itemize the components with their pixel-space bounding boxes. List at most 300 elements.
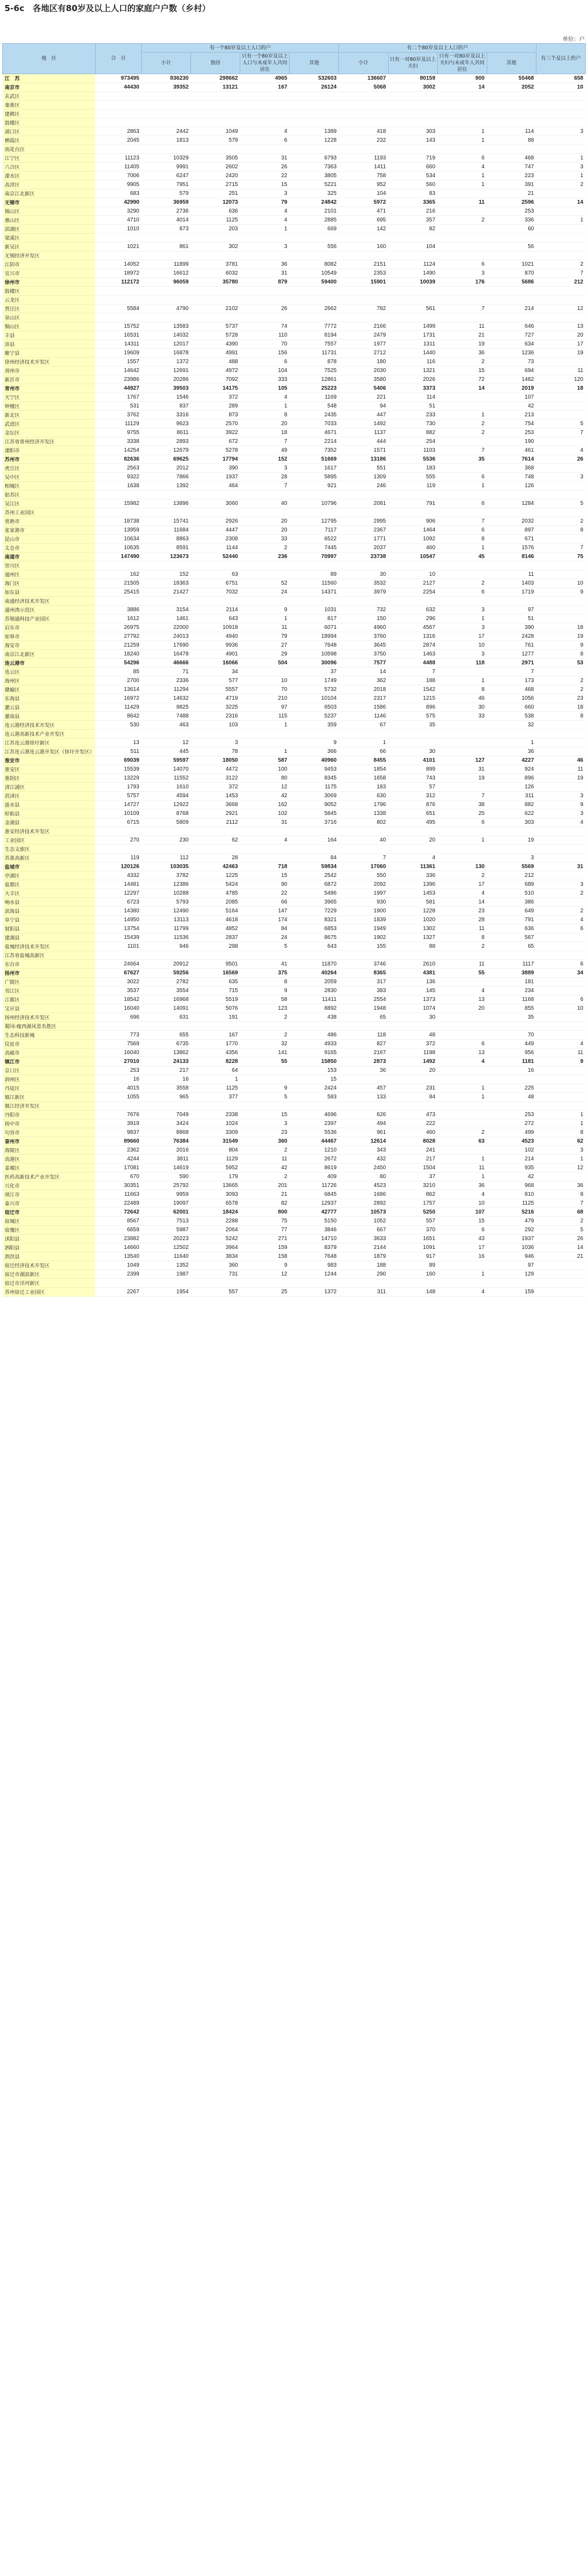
value-cell: 11 bbox=[536, 1049, 585, 1057]
value-cell: 10 bbox=[240, 677, 290, 685]
value-cell: 8 bbox=[437, 933, 487, 942]
region-cell: 医药高新技术产业开发区 bbox=[3, 1173, 96, 1181]
value-cell: 1 bbox=[437, 615, 487, 623]
region-cell: 高港区 bbox=[3, 1155, 96, 1164]
value-cell: 11 bbox=[437, 1164, 487, 1173]
value-cell bbox=[536, 1075, 585, 1084]
region-cell: 太仓市 bbox=[3, 544, 96, 553]
value-cell: 13 bbox=[536, 322, 585, 331]
value-cell: 217 bbox=[142, 1066, 191, 1075]
value-cell bbox=[437, 721, 487, 730]
table-row bbox=[3, 969, 586, 978]
value-cell: 2 bbox=[536, 907, 585, 916]
value-cell: 23738 bbox=[339, 553, 388, 561]
value-cell bbox=[142, 508, 191, 517]
value-cell: 4 bbox=[240, 836, 290, 845]
value-cell: 3373 bbox=[388, 384, 437, 393]
region-cell: 丹徒区 bbox=[3, 1084, 96, 1093]
value-cell: 11799 bbox=[142, 925, 191, 933]
value-cell: 62001 bbox=[142, 1208, 191, 1217]
value-cell bbox=[290, 827, 339, 836]
value-cell: 1987 bbox=[142, 1270, 191, 1279]
value-cell bbox=[240, 101, 290, 110]
value-cell: 1571 bbox=[339, 446, 388, 455]
value-cell: 65 bbox=[339, 1013, 388, 1022]
value-cell: 7 bbox=[240, 482, 290, 491]
value-cell: 32 bbox=[487, 721, 536, 730]
value-cell: 10547 bbox=[388, 553, 437, 561]
value-cell bbox=[437, 234, 487, 242]
value-cell bbox=[437, 1279, 487, 1288]
value-cell: 126 bbox=[487, 482, 536, 491]
value-cell: 4696 bbox=[290, 1111, 339, 1119]
value-cell: 19 bbox=[536, 632, 585, 641]
value-cell bbox=[437, 1075, 487, 1084]
value-cell bbox=[95, 110, 141, 118]
table-row bbox=[3, 1226, 586, 1235]
value-cell: 3316 bbox=[142, 411, 191, 420]
value-cell: 89 bbox=[290, 570, 339, 579]
value-cell bbox=[240, 1075, 290, 1084]
table-row bbox=[3, 712, 586, 721]
value-cell bbox=[95, 296, 141, 304]
value-cell: 6793 bbox=[290, 154, 339, 163]
value-cell bbox=[339, 1075, 388, 1084]
value-cell: 9905 bbox=[95, 180, 141, 189]
value-cell: 5 bbox=[240, 1093, 290, 1102]
value-cell: 1813 bbox=[142, 136, 191, 145]
value-cell: 112 bbox=[142, 854, 191, 863]
value-cell: 7513 bbox=[142, 1217, 191, 1226]
value-cell: 14 bbox=[437, 83, 487, 92]
value-cell: 60 bbox=[487, 225, 536, 234]
value-cell: 2570 bbox=[191, 420, 240, 429]
value-cell: 862 bbox=[388, 1190, 437, 1199]
value-cell: 35 bbox=[487, 1013, 536, 1022]
table-row bbox=[3, 951, 586, 960]
value-cell bbox=[536, 783, 585, 792]
table-row bbox=[3, 1173, 586, 1181]
region-cell: 生态科技新城 bbox=[3, 1031, 96, 1040]
value-cell: 10918 bbox=[191, 623, 240, 632]
value-cell: 11560 bbox=[290, 579, 339, 588]
value-cell: 26 bbox=[240, 163, 290, 172]
value-cell: 23 bbox=[240, 1128, 290, 1137]
value-cell: 499 bbox=[487, 1128, 536, 1137]
value-cell: 1757 bbox=[388, 1199, 437, 1208]
value-cell: 630 bbox=[339, 792, 388, 801]
value-cell: 694 bbox=[487, 366, 536, 375]
value-cell: 51 bbox=[388, 402, 437, 411]
value-cell: 10 bbox=[437, 1199, 487, 1208]
value-cell: 873 bbox=[191, 411, 240, 420]
value-cell: 2885 bbox=[290, 216, 339, 225]
table-row bbox=[3, 871, 586, 880]
value-cell: 13 bbox=[437, 995, 487, 1004]
value-cell: 112172 bbox=[95, 278, 141, 287]
value-cell: 5406 bbox=[339, 384, 388, 393]
table-row bbox=[3, 827, 586, 836]
value-cell bbox=[95, 845, 141, 854]
value-cell: 655 bbox=[142, 1031, 191, 1040]
value-cell: 123 bbox=[240, 1004, 290, 1013]
value-cell: 3762 bbox=[95, 411, 141, 420]
value-cell: 272 bbox=[487, 1119, 536, 1128]
value-cell: 386 bbox=[487, 898, 536, 907]
table-row bbox=[3, 189, 586, 198]
value-cell: 14052 bbox=[95, 260, 141, 269]
value-cell: 1021 bbox=[487, 260, 536, 269]
region-cell: 宿迁市 bbox=[3, 1208, 96, 1217]
region-cell: 邗江区 bbox=[3, 987, 96, 995]
value-cell: 246 bbox=[339, 482, 388, 491]
value-cell bbox=[142, 730, 191, 739]
value-cell: 21505 bbox=[95, 579, 141, 588]
value-cell bbox=[142, 101, 191, 110]
value-cell: 3782 bbox=[142, 871, 191, 880]
value-cell bbox=[142, 251, 191, 260]
value-cell: 1793 bbox=[95, 783, 141, 792]
value-cell: 11123 bbox=[95, 154, 141, 163]
value-cell: 3 bbox=[536, 880, 585, 889]
value-cell: 730 bbox=[388, 420, 437, 429]
value-cell: 5793 bbox=[142, 898, 191, 907]
value-cell: 5732 bbox=[290, 685, 339, 694]
value-cell: 67627 bbox=[95, 969, 141, 978]
value-cell: 38 bbox=[437, 801, 487, 809]
header-g2-couple-minor: 只有一对80岁及以上夫妇与未成年人共同居住 bbox=[437, 53, 487, 74]
value-cell: 531 bbox=[95, 402, 141, 411]
value-cell: 551 bbox=[339, 464, 388, 473]
region-cell: 镇江市 bbox=[3, 1057, 96, 1066]
value-cell: 59834 bbox=[290, 863, 339, 871]
value-cell: 20 bbox=[240, 526, 290, 535]
value-cell: 16 bbox=[487, 1066, 536, 1075]
value-cell: 1651 bbox=[388, 1235, 437, 1243]
region-cell: 仪征市 bbox=[3, 1040, 96, 1049]
value-cell: 2 bbox=[536, 260, 585, 269]
value-cell: 4901 bbox=[191, 650, 240, 659]
value-cell: 6735 bbox=[142, 1040, 191, 1049]
value-cell bbox=[437, 739, 487, 747]
value-cell: 105 bbox=[240, 384, 290, 393]
value-cell bbox=[536, 1022, 585, 1031]
value-cell: 1 bbox=[437, 1084, 487, 1093]
value-cell: 8146 bbox=[487, 553, 536, 561]
value-cell: 18363 bbox=[142, 579, 191, 588]
value-cell: 946 bbox=[142, 942, 191, 951]
value-cell: 8 bbox=[536, 526, 585, 535]
value-cell: 7557 bbox=[290, 340, 339, 349]
value-cell: 11129 bbox=[95, 420, 141, 429]
value-cell: 10329 bbox=[142, 154, 191, 163]
value-cell: 1052 bbox=[339, 1217, 388, 1226]
table-row bbox=[3, 216, 586, 225]
value-cell: 861 bbox=[142, 242, 191, 251]
value-cell: 579 bbox=[142, 189, 191, 198]
value-cell: 359 bbox=[290, 721, 339, 730]
value-cell: 43 bbox=[437, 1235, 487, 1243]
value-cell: 55 bbox=[240, 1057, 290, 1066]
table-row bbox=[3, 526, 586, 535]
table-row bbox=[3, 659, 586, 668]
value-cell bbox=[339, 561, 388, 570]
value-cell: 2 bbox=[240, 1146, 290, 1155]
value-cell: 5519 bbox=[191, 995, 240, 1004]
value-cell: 2 bbox=[240, 544, 290, 553]
value-cell: 35 bbox=[388, 721, 437, 730]
value-cell: 3668 bbox=[191, 801, 240, 809]
value-cell: 9 bbox=[536, 588, 585, 597]
value-cell bbox=[339, 491, 388, 499]
value-cell: 646 bbox=[487, 322, 536, 331]
value-cell bbox=[240, 570, 290, 579]
value-cell: 555 bbox=[388, 473, 437, 482]
region-cell: 苏淮高新区 bbox=[3, 854, 96, 863]
table-row bbox=[3, 623, 586, 632]
value-cell: 649 bbox=[487, 907, 536, 916]
value-cell bbox=[339, 118, 388, 127]
value-cell: 191 bbox=[191, 1013, 240, 1022]
value-cell: 14642 bbox=[95, 366, 141, 375]
value-cell: 3 bbox=[437, 269, 487, 278]
value-cell: 52440 bbox=[191, 553, 240, 561]
value-cell: 311 bbox=[339, 1288, 388, 1297]
value-cell: 5150 bbox=[290, 1217, 339, 1226]
value-cell: 9837 bbox=[95, 1128, 141, 1137]
region-cell: 盐城经济技术开发区 bbox=[3, 942, 96, 951]
value-cell: 827 bbox=[339, 1040, 388, 1049]
value-cell bbox=[487, 561, 536, 570]
region-cell: 泰州市 bbox=[3, 1137, 96, 1146]
value-cell: 62 bbox=[191, 836, 240, 845]
value-cell: 11 bbox=[536, 765, 585, 774]
value-cell: 1749 bbox=[290, 677, 339, 685]
value-cell: 201 bbox=[240, 1181, 290, 1190]
table-row bbox=[3, 287, 586, 296]
value-cell bbox=[487, 251, 536, 260]
table-row bbox=[3, 1243, 586, 1252]
value-cell: 468 bbox=[487, 154, 536, 163]
value-cell: 7445 bbox=[290, 544, 339, 553]
value-cell: 1056 bbox=[487, 694, 536, 703]
value-cell bbox=[240, 668, 290, 677]
value-cell: 2367 bbox=[339, 526, 388, 535]
region-cell: 常州市 bbox=[3, 384, 96, 393]
table-row bbox=[3, 429, 586, 437]
region-cell: 苏州市 bbox=[3, 455, 96, 464]
value-cell: 20912 bbox=[142, 960, 191, 969]
value-cell bbox=[95, 1022, 141, 1031]
value-cell: 325 bbox=[290, 189, 339, 198]
region-cell: 南通市 bbox=[3, 553, 96, 561]
value-cell: 6 bbox=[437, 260, 487, 269]
region-cell: 如皋市 bbox=[3, 632, 96, 641]
value-cell: 89660 bbox=[95, 1137, 141, 1146]
value-cell: 4 bbox=[388, 854, 437, 863]
value-cell bbox=[191, 234, 240, 242]
value-cell: 6751 bbox=[191, 579, 240, 588]
value-cell bbox=[536, 535, 585, 544]
value-cell: 7363 bbox=[290, 163, 339, 172]
value-cell bbox=[388, 92, 437, 101]
value-cell: 6 bbox=[240, 136, 290, 145]
value-cell: 1686 bbox=[339, 1190, 388, 1199]
value-cell: 715 bbox=[191, 987, 240, 995]
value-cell: 3154 bbox=[142, 606, 191, 615]
value-cell: 210 bbox=[240, 694, 290, 703]
value-cell: 12 bbox=[142, 739, 191, 747]
value-cell: 16968 bbox=[142, 995, 191, 1004]
value-cell: 8082 bbox=[290, 260, 339, 269]
value-cell: 804 bbox=[191, 1146, 240, 1155]
value-cell: 212 bbox=[487, 871, 536, 880]
value-cell: 5557 bbox=[191, 685, 240, 694]
value-cell: 21259 bbox=[95, 641, 141, 650]
value-cell: 1610 bbox=[142, 783, 191, 792]
value-cell: 2542 bbox=[290, 871, 339, 880]
value-cell: 46 bbox=[536, 756, 585, 765]
value-cell bbox=[240, 491, 290, 499]
value-cell: 115 bbox=[240, 712, 290, 721]
value-cell: 8 bbox=[437, 535, 487, 544]
value-cell: 1403 bbox=[487, 579, 536, 588]
value-cell: 1137 bbox=[339, 429, 388, 437]
value-cell: 232 bbox=[339, 136, 388, 145]
table-row bbox=[3, 809, 586, 818]
value-cell: 63 bbox=[191, 570, 240, 579]
region-cell: 姑苏区 bbox=[3, 491, 96, 499]
value-cell: 14091 bbox=[142, 1004, 191, 1013]
value-cell: 3922 bbox=[191, 429, 240, 437]
value-cell: 4 bbox=[240, 127, 290, 136]
value-cell: 19 bbox=[536, 774, 585, 783]
value-cell bbox=[142, 1279, 191, 1288]
table-row bbox=[3, 163, 586, 172]
value-cell bbox=[191, 827, 240, 836]
table-row bbox=[3, 1111, 586, 1119]
value-cell: 1225 bbox=[191, 871, 240, 880]
value-cell bbox=[388, 1102, 437, 1111]
value-cell bbox=[437, 854, 487, 863]
value-cell bbox=[487, 845, 536, 854]
value-cell: 471 bbox=[339, 207, 388, 216]
value-cell: 12 bbox=[240, 783, 290, 792]
table-row bbox=[3, 172, 586, 180]
value-cell: 2092 bbox=[339, 880, 388, 889]
value-cell: 2863 bbox=[95, 127, 141, 136]
value-cell: 19 bbox=[487, 836, 536, 845]
value-cell: 97 bbox=[487, 606, 536, 615]
value-cell: 270 bbox=[95, 836, 141, 845]
value-cell: 3750 bbox=[339, 650, 388, 659]
value-cell: 1612 bbox=[95, 615, 141, 623]
value-cell: 2450 bbox=[339, 1164, 388, 1173]
value-cell: 3805 bbox=[290, 172, 339, 180]
table-row bbox=[3, 393, 586, 402]
value-cell bbox=[536, 987, 585, 995]
value-cell bbox=[290, 101, 339, 110]
value-cell bbox=[339, 1022, 388, 1031]
region-cell: 泗阳县 bbox=[3, 1243, 96, 1252]
value-cell bbox=[536, 1066, 585, 1075]
region-cell: 南京市 bbox=[3, 83, 96, 92]
value-cell: 3 bbox=[240, 189, 290, 198]
value-cell: 2 bbox=[536, 889, 585, 898]
value-cell: 6247 bbox=[142, 172, 191, 180]
header-g1-other: 其他 bbox=[290, 53, 339, 74]
value-cell: 2893 bbox=[142, 437, 191, 446]
value-cell bbox=[487, 730, 536, 739]
table-row bbox=[3, 1075, 586, 1084]
value-cell bbox=[388, 845, 437, 854]
table-row bbox=[3, 579, 586, 588]
value-cell: 1 bbox=[536, 1155, 585, 1164]
value-cell bbox=[536, 437, 585, 446]
value-cell: 14 bbox=[536, 1243, 585, 1252]
value-cell: 19 bbox=[437, 774, 487, 783]
region-cell: 钟楼区 bbox=[3, 402, 96, 411]
value-cell: 152 bbox=[142, 570, 191, 579]
value-cell: 362 bbox=[339, 677, 388, 685]
value-cell: 6 bbox=[437, 1226, 487, 1235]
value-cell: 534 bbox=[388, 172, 437, 180]
table-row bbox=[3, 322, 586, 331]
value-cell bbox=[290, 234, 339, 242]
value-cell: 557 bbox=[191, 1288, 240, 1297]
value-cell: 530 bbox=[95, 721, 141, 730]
value-cell: 17 bbox=[437, 1243, 487, 1252]
value-cell: 6 bbox=[536, 925, 585, 933]
value-cell: 6 bbox=[536, 960, 585, 969]
value-cell: 12 bbox=[536, 1164, 585, 1173]
value-cell: 3889 bbox=[487, 969, 536, 978]
value-cell: 3 bbox=[536, 809, 585, 818]
table-row bbox=[3, 889, 586, 898]
region-cell: 无锡经济开发区 bbox=[3, 251, 96, 260]
value-cell: 447 bbox=[339, 411, 388, 420]
value-cell: 643 bbox=[290, 942, 339, 951]
value-cell: 20 bbox=[437, 1004, 487, 1013]
value-cell bbox=[191, 730, 240, 739]
value-cell: 2064 bbox=[191, 1226, 240, 1235]
table-row bbox=[3, 1146, 586, 1155]
value-cell: 550 bbox=[339, 871, 388, 880]
value-cell bbox=[536, 871, 585, 880]
value-cell: 14710 bbox=[290, 1235, 339, 1243]
value-cell: 4 bbox=[536, 446, 585, 455]
value-cell: 28 bbox=[240, 473, 290, 482]
value-cell: 4 bbox=[240, 207, 290, 216]
table-row bbox=[3, 1084, 586, 1093]
value-cell: 758 bbox=[339, 172, 388, 180]
value-cell: 4671 bbox=[290, 429, 339, 437]
value-cell: 14481 bbox=[95, 880, 141, 889]
table-row bbox=[3, 83, 586, 92]
value-cell: 4488 bbox=[388, 659, 437, 668]
value-cell: 225 bbox=[487, 1084, 536, 1093]
table-row bbox=[3, 880, 586, 889]
value-cell: 12502 bbox=[142, 1243, 191, 1252]
value-cell: 1 bbox=[487, 739, 536, 747]
value-cell: 4014 bbox=[142, 216, 191, 225]
value-cell: 333 bbox=[240, 375, 290, 384]
value-cell: 254 bbox=[388, 437, 437, 446]
value-cell bbox=[290, 1279, 339, 1288]
value-cell: 152 bbox=[240, 455, 290, 464]
value-cell bbox=[191, 951, 240, 960]
value-cell: 2610 bbox=[388, 960, 437, 969]
